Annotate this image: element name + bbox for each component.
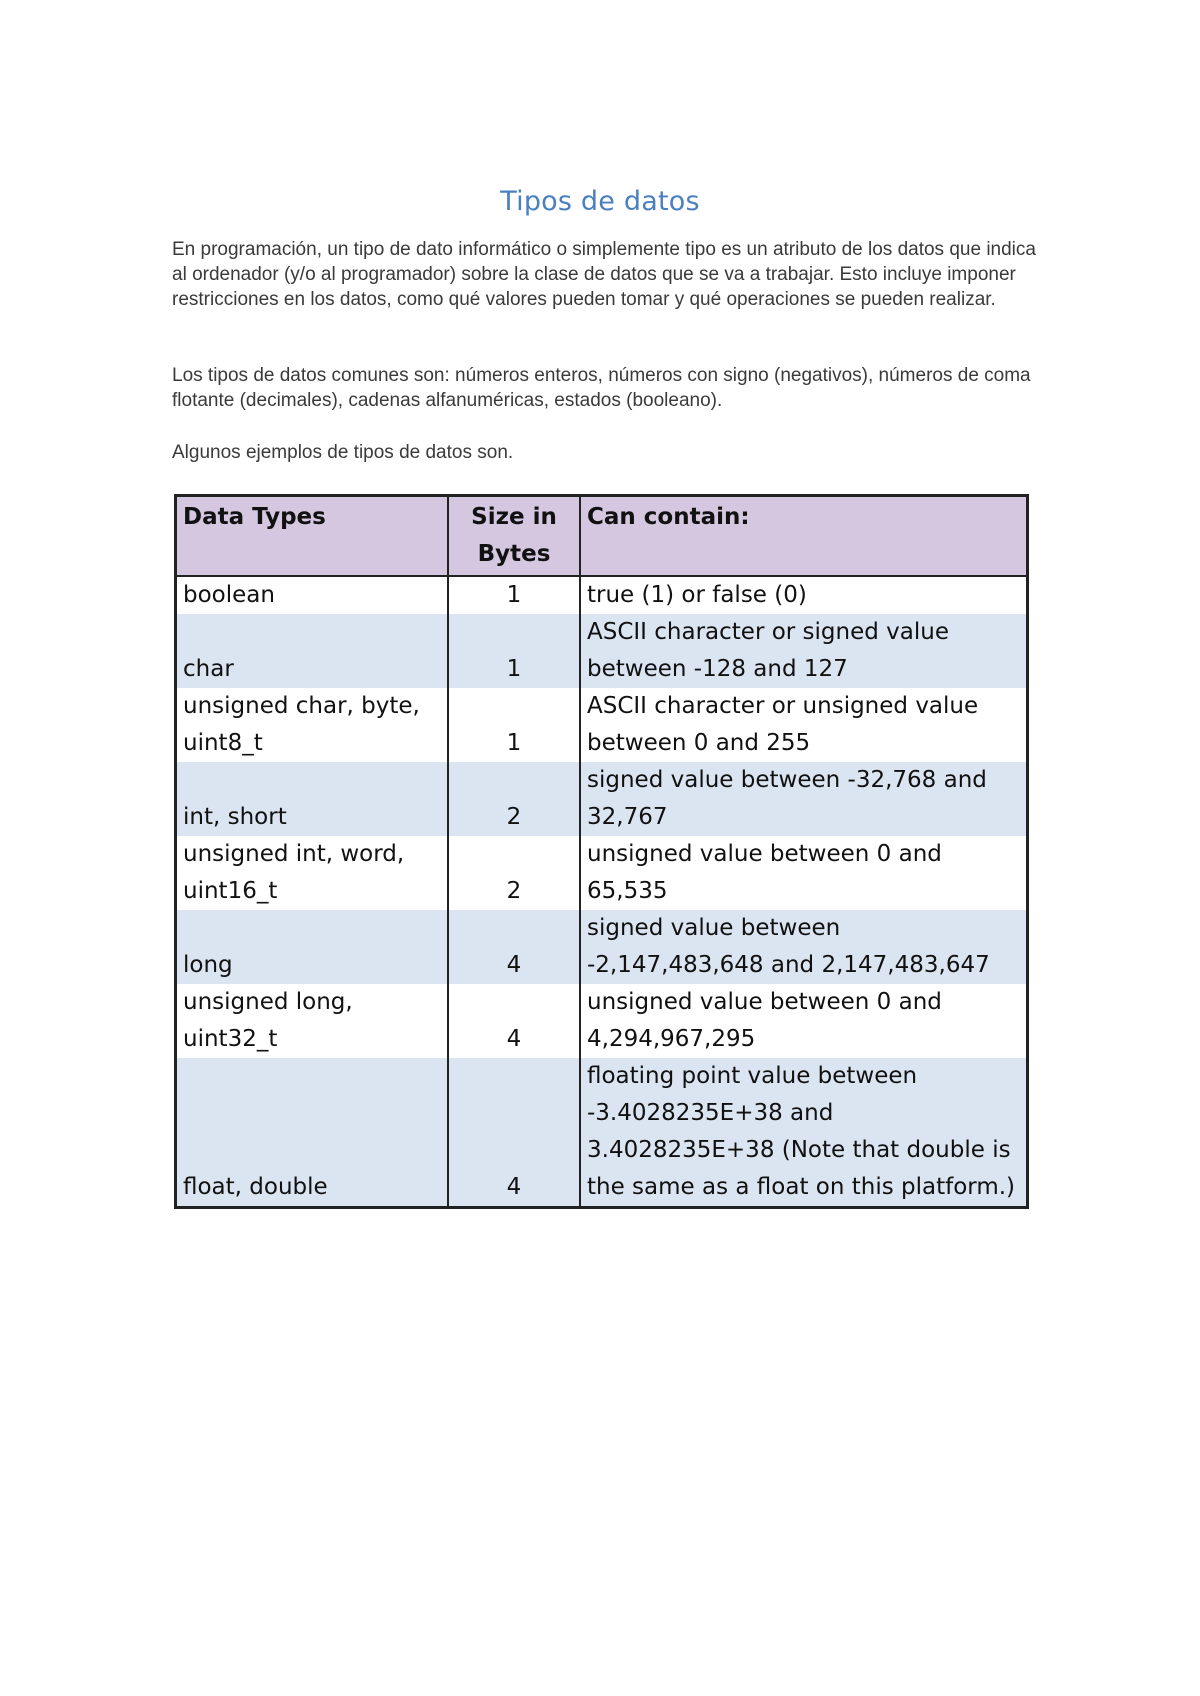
contains-cell: ASCII character or unsigned value between 0 and 255 (580, 688, 1028, 762)
size-cell: 1 (448, 688, 580, 762)
page-title: Tipos de datos (500, 186, 700, 218)
size-cell: 1 (448, 576, 580, 614)
contains-cell: floating point value between -3.4028235E+38 and 3.4028235E+38 (Note that double is the same as a float on this platform.) (580, 1058, 1028, 1208)
data-types-table (174, 494, 1029, 1209)
type-cell: unsigned long, uint32_t (176, 984, 449, 1058)
table-row (176, 762, 1028, 836)
table-row (176, 836, 1028, 910)
size-cell: 1 (448, 614, 580, 688)
table-row (176, 984, 1028, 1058)
header-size-in-bytes: Size in Bytes (448, 496, 580, 577)
common-types-paragraph: Los tipos de datos comunes son: números enteros, números con signo (negativos), números de coma flotante (decimales), cadenas alfanuméricas, estados (booleano). (172, 365, 1031, 411)
table-row (176, 910, 1028, 984)
table-row (176, 1058, 1028, 1208)
contains-cell: signed value between -2,147,483,648 and 2,147,483,647 (580, 910, 1028, 984)
size-cell: 4 (448, 1058, 580, 1208)
contains-cell: unsigned value between 0 and 4,294,967,295 (580, 984, 1028, 1058)
contains-cell: unsigned value between 0 and 65,535 (580, 836, 1028, 910)
type-cell: char (176, 614, 449, 688)
contains-cell: ASCII character or signed value between -128 and 127 (580, 614, 1028, 688)
size-cell: 2 (448, 836, 580, 910)
table-row (176, 614, 1028, 688)
table-row (176, 688, 1028, 762)
size-cell: 4 (448, 984, 580, 1058)
size-cell: 4 (448, 910, 580, 984)
header-can-contain: Can contain: (580, 496, 1028, 577)
type-cell: float, double (176, 1058, 449, 1208)
size-cell: 2 (448, 762, 580, 836)
type-cell: boolean (176, 576, 449, 614)
table-row (176, 576, 1028, 614)
contains-cell: true (1) or false (0) (580, 576, 1028, 614)
type-cell: int, short (176, 762, 449, 836)
type-cell: unsigned int, word, uint16_t (176, 836, 449, 910)
examples-intro-paragraph: Algunos ejemplos de tipos de datos son. (172, 442, 514, 463)
intro-paragraph: En programación, un tipo de dato informático o simplemente tipo es un atributo de los datos que indica al ordenador (y/o al programador) sobre la clase de datos que se va a trabajar. Esto incluye imponer restricciones en los datos, como qué valores pueden tomar y qué operaciones se pueden realizar. (172, 239, 1036, 310)
contains-cell: signed value between -32,768 and 32,767 (580, 762, 1028, 836)
table-header-row (176, 496, 1028, 577)
header-data-types: Data Types (176, 496, 449, 577)
type-cell: long (176, 910, 449, 984)
type-cell: unsigned char, byte, uint8_t (176, 688, 449, 762)
